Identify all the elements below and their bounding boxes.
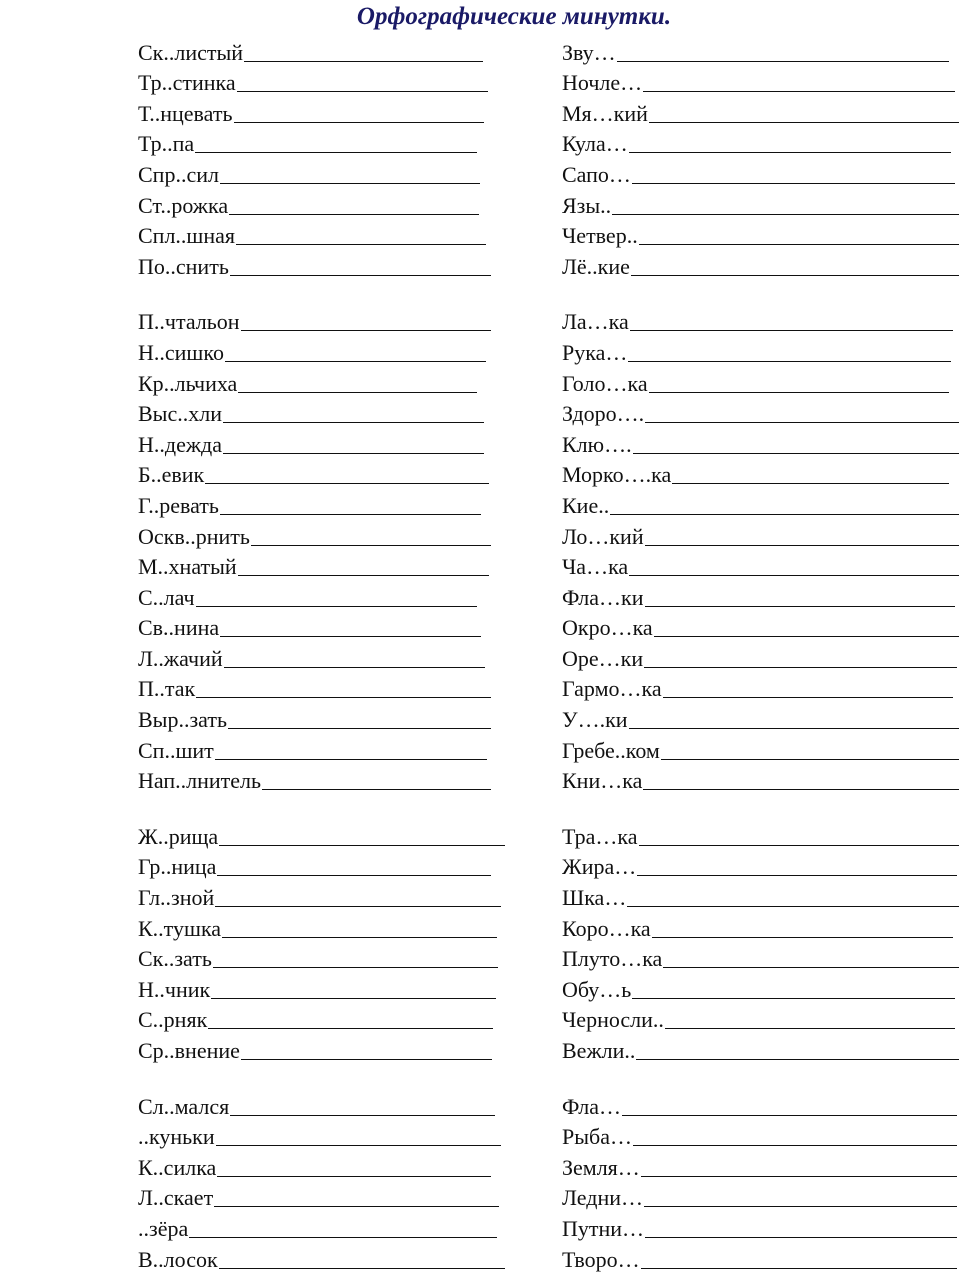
word-stem: ..зёра (138, 1215, 189, 1241)
word-stem: Клю…. (562, 431, 632, 457)
word-row (562, 156, 959, 187)
word-stem: Кула… (562, 131, 628, 157)
word-row (138, 1032, 505, 1063)
word-row (562, 518, 959, 549)
answer-line[interactable] (632, 981, 955, 999)
word-stem: Плуто…ка (562, 946, 663, 972)
word-row (138, 818, 505, 849)
word-row (138, 126, 505, 157)
word-stem: Четвер.. (562, 223, 638, 249)
answer-line[interactable] (661, 742, 959, 760)
word-stem: Н..чник (138, 976, 211, 1002)
answer-line[interactable] (228, 711, 491, 729)
answer-line[interactable] (637, 858, 957, 876)
answer-line[interactable] (236, 227, 486, 245)
word-row (562, 1032, 959, 1063)
word-stem: Морко….ка (562, 462, 672, 488)
word-row (562, 457, 959, 488)
word-stem: Голо…ка (562, 370, 648, 396)
word-stem: Мя…кий (562, 100, 648, 126)
word-row (138, 365, 505, 396)
word-row (562, 579, 959, 610)
answer-line[interactable] (663, 950, 959, 968)
word-row (562, 910, 959, 941)
left-word-column (138, 34, 505, 1272)
word-stem: Н..сишко (138, 339, 224, 365)
answer-line[interactable] (238, 558, 489, 576)
answer-line[interactable] (645, 405, 959, 423)
word-stem: Лё..кие (562, 253, 630, 279)
answer-line[interactable] (211, 981, 496, 999)
word-row (562, 396, 959, 427)
word-stem: Гребе..ком (562, 737, 660, 763)
answer-line[interactable] (217, 858, 491, 876)
answer-line[interactable] (630, 313, 953, 331)
word-stem: Кр..льчиха (138, 370, 238, 396)
answer-line[interactable] (251, 528, 491, 546)
word-row (562, 218, 959, 249)
answer-line[interactable] (672, 466, 949, 484)
answer-line[interactable] (641, 1159, 957, 1177)
word-stem: Кие.. (562, 492, 610, 518)
group-spacer (138, 1063, 505, 1088)
word-stem: Л..скает (138, 1185, 214, 1211)
word-stem: Язы.. (562, 192, 612, 218)
word-row (562, 1210, 959, 1241)
word-row (562, 971, 959, 1002)
group-spacer (562, 279, 959, 304)
word-stem: Ск..зать (138, 946, 212, 972)
answer-line[interactable] (645, 1220, 957, 1238)
word-stem: Жира… (562, 854, 637, 880)
word-stem: Тр..па (138, 131, 195, 157)
word-row (138, 156, 505, 187)
answer-line[interactable] (652, 920, 953, 938)
word-stem: Выр..зать (138, 707, 227, 733)
answer-line[interactable] (633, 1128, 957, 1146)
word-row (138, 334, 505, 365)
word-row (138, 95, 505, 126)
word-stem: Ночле… (562, 70, 643, 96)
answer-line[interactable] (234, 105, 485, 123)
word-row (138, 457, 505, 488)
answer-line[interactable] (631, 258, 959, 276)
word-stem: Земля… (562, 1154, 640, 1180)
word-row (138, 248, 505, 279)
word-stem: Коро…ка (562, 915, 651, 941)
word-stem: Окро…ка (562, 615, 653, 641)
word-stem: К..силка (138, 1154, 217, 1180)
word-stem: Сл..мался (138, 1093, 230, 1119)
word-stem: Г..ревать (138, 492, 219, 518)
word-row (562, 34, 959, 65)
word-stem: Фла…ки (562, 584, 644, 610)
word-row (562, 1088, 959, 1119)
word-row (138, 910, 505, 941)
worksheet-title: Орфографические минутки. (356, 3, 672, 30)
word-stem: Тра…ка (562, 823, 638, 849)
word-row (562, 1180, 959, 1211)
word-row (138, 671, 505, 702)
answer-line[interactable] (639, 227, 959, 245)
answer-line[interactable] (220, 497, 481, 515)
answer-line[interactable] (632, 166, 955, 184)
word-row (562, 640, 959, 671)
word-stem: Св..нина (138, 615, 220, 641)
word-row (562, 248, 959, 279)
word-stem: Ло…кий (562, 523, 644, 549)
answer-line[interactable] (189, 1220, 497, 1238)
answer-line[interactable] (649, 105, 959, 123)
word-row (138, 1002, 505, 1033)
word-row (138, 763, 505, 794)
answer-line[interactable] (223, 436, 484, 454)
word-row (562, 941, 959, 972)
word-stem: Т..нцевать (138, 100, 233, 126)
answer-line[interactable] (643, 772, 959, 790)
answer-line[interactable] (213, 950, 498, 968)
word-row (562, 187, 959, 218)
answer-line[interactable] (241, 1042, 492, 1060)
answer-line[interactable] (622, 1098, 957, 1116)
word-stem: Ледни… (562, 1185, 643, 1211)
answer-line[interactable] (196, 680, 491, 698)
answer-line[interactable] (262, 772, 491, 790)
word-stem: Вежли.. (562, 1038, 636, 1063)
answer-line[interactable] (222, 920, 497, 938)
word-stem: В..лосок (138, 1246, 218, 1272)
answer-line[interactable] (223, 405, 484, 423)
word-row (138, 518, 505, 549)
answer-line[interactable] (241, 313, 491, 331)
word-stem: Черносли.. (562, 1007, 664, 1033)
word-row (562, 732, 959, 763)
word-stem: Ср..внение (138, 1038, 240, 1063)
group-spacer (138, 793, 505, 818)
answer-line[interactable] (629, 558, 959, 576)
answer-line[interactable] (230, 258, 491, 276)
word-stem: Гармо…ка (562, 676, 662, 702)
answer-line[interactable] (649, 375, 949, 393)
answer-line[interactable] (208, 1011, 493, 1029)
word-row (138, 65, 505, 96)
answer-line[interactable] (612, 197, 959, 215)
word-row (138, 701, 505, 732)
word-stem: Гл..зной (138, 885, 215, 911)
answer-line[interactable] (214, 1189, 499, 1207)
word-row (138, 1241, 505, 1272)
answer-line[interactable] (628, 344, 951, 362)
group-spacer (562, 1063, 959, 1088)
answer-line[interactable] (663, 680, 953, 698)
word-stem: С..лач (138, 584, 195, 610)
word-row (562, 1149, 959, 1180)
answer-line[interactable] (224, 650, 485, 668)
answer-line[interactable] (665, 1011, 955, 1029)
word-row (562, 426, 959, 457)
word-row (138, 396, 505, 427)
word-stem: П..так (138, 676, 196, 702)
answer-line[interactable] (633, 436, 959, 454)
answer-line[interactable] (238, 375, 477, 393)
answer-line[interactable] (196, 589, 477, 607)
word-stem: Творо… (562, 1246, 640, 1272)
answer-line[interactable] (629, 711, 959, 729)
word-row (562, 818, 959, 849)
answer-line[interactable] (219, 828, 505, 846)
group-spacer (562, 793, 959, 818)
word-row (138, 1149, 505, 1180)
word-row (138, 879, 505, 910)
word-stem: Тр..стинка (138, 70, 236, 96)
answer-line[interactable] (215, 889, 501, 907)
answer-line[interactable] (205, 466, 489, 484)
word-row (138, 187, 505, 218)
word-stem: Фла… (562, 1093, 622, 1119)
word-row (138, 1119, 505, 1150)
word-stem: Кни…ка (562, 768, 643, 794)
word-stem: К..тушка (138, 915, 222, 941)
word-stem: Спр..сил (138, 161, 219, 187)
answer-line[interactable] (220, 619, 481, 637)
word-row (562, 763, 959, 794)
word-row (138, 941, 505, 972)
word-stem: Сапо… (562, 161, 631, 187)
word-row (138, 218, 505, 249)
word-stem: Выс..хли (138, 401, 222, 427)
answer-line[interactable] (610, 497, 959, 515)
word-stem: Рыба… (562, 1124, 632, 1150)
word-stem: Обу…ь (562, 976, 632, 1002)
word-stem: Шка… (562, 885, 627, 911)
answer-line[interactable] (641, 1251, 957, 1269)
answer-line[interactable] (195, 135, 477, 153)
word-stem: Здоро…. (562, 401, 645, 427)
word-row (562, 487, 959, 518)
word-row (562, 304, 959, 335)
answer-line[interactable] (216, 1128, 501, 1146)
word-stem: Гр..ница (138, 854, 217, 880)
word-stem: Н..дежда (138, 431, 223, 457)
answer-line[interactable] (215, 742, 487, 760)
answer-line[interactable] (230, 1098, 495, 1116)
word-row (138, 426, 505, 457)
word-row (562, 334, 959, 365)
word-stem: Оре…ки (562, 645, 644, 671)
word-row (138, 549, 505, 580)
answer-line[interactable] (654, 619, 959, 637)
answer-line[interactable] (219, 1251, 505, 1269)
answer-line[interactable] (639, 828, 960, 846)
word-row (138, 640, 505, 671)
answer-line[interactable] (220, 166, 480, 184)
word-stem: Нап..лнитель (138, 768, 262, 794)
word-row (562, 65, 959, 96)
word-row (562, 1119, 959, 1150)
word-row (562, 365, 959, 396)
word-row (138, 971, 505, 1002)
word-stem: П..чтальон (138, 309, 240, 335)
word-row (562, 610, 959, 641)
word-row (562, 701, 959, 732)
answer-line[interactable] (645, 589, 956, 607)
word-stem: Ла…ка (562, 309, 629, 335)
answer-line[interactable] (237, 74, 488, 92)
word-row (562, 1241, 959, 1272)
word-stem: ..куньки (138, 1124, 215, 1150)
word-row (138, 1088, 505, 1119)
word-row (138, 610, 505, 641)
word-row (138, 1180, 505, 1211)
word-stem: М..хнатый (138, 554, 237, 580)
word-row (138, 849, 505, 880)
right-word-column (562, 34, 959, 1272)
word-stem: С..рняк (138, 1007, 208, 1033)
word-stem: Путни… (562, 1215, 645, 1241)
word-row (138, 34, 505, 65)
word-stem: Ж..рища (138, 823, 219, 849)
answer-line[interactable] (617, 44, 949, 62)
answer-line[interactable] (627, 889, 959, 907)
word-stem: По..снить (138, 253, 229, 279)
answer-line[interactable] (229, 197, 479, 215)
answer-line[interactable] (645, 528, 959, 546)
word-row (562, 126, 959, 157)
word-stem: Зву… (562, 39, 616, 65)
word-row (562, 671, 959, 702)
group-spacer (138, 279, 505, 304)
word-row (138, 732, 505, 763)
answer-line[interactable] (629, 135, 951, 153)
word-stem: Ст..рожка (138, 192, 229, 218)
word-stem: Ча…ка (562, 554, 629, 580)
answer-line[interactable] (244, 44, 483, 62)
word-row (562, 879, 959, 910)
word-stem: Ск..листый (138, 39, 244, 65)
word-row (562, 95, 959, 126)
word-row (138, 487, 505, 518)
word-stem: У….ки (562, 707, 628, 733)
answer-line[interactable] (644, 1189, 957, 1207)
answer-line[interactable] (644, 650, 957, 668)
word-stem: Л..жачий (138, 645, 223, 671)
word-row (562, 549, 959, 580)
word-stem: Оскв..рнить (138, 523, 250, 549)
answer-line[interactable] (636, 1042, 959, 1060)
answer-line[interactable] (217, 1159, 491, 1177)
word-row (562, 849, 959, 880)
word-stem: Сп..шит (138, 737, 214, 763)
word-stem: Б..евик (138, 462, 205, 488)
word-row (562, 1002, 959, 1033)
word-row (138, 579, 505, 610)
word-row (138, 1210, 505, 1241)
answer-line[interactable] (643, 74, 955, 92)
answer-line[interactable] (225, 344, 486, 362)
word-row (138, 304, 505, 335)
word-stem: Рука… (562, 339, 628, 365)
word-stem: Спл..шная (138, 223, 236, 249)
